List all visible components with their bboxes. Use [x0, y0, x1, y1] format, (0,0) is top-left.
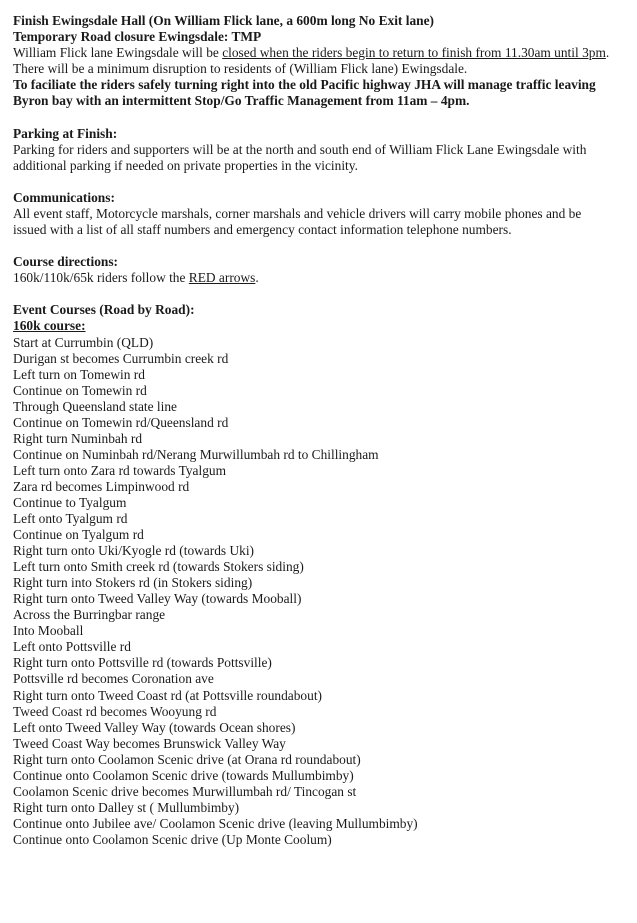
course-step: Left onto Tweed Valley Way (towards Ocean shores)	[13, 719, 296, 735]
parking-section	[13, 126, 635, 174]
course-step: Right turn into Stokers rd (in Stokers siding)	[13, 575, 253, 591]
closure-line-1	[13, 45, 635, 61]
course-step: Tweed Coast Way becomes Brunswick Valley Way	[13, 735, 286, 751]
course-step: Durigan st becomes Currumbin creek rd	[13, 350, 229, 366]
course-step: Pottsville rd becomes Coronation ave	[13, 671, 214, 687]
communications-line-1: All event staff, Motorcycle marshals, corner marshals and vehicle drivers will carry mobile phones and be	[13, 205, 582, 221]
course-step: Continue on Tomewin rd	[13, 382, 147, 398]
course-step: Right turn onto Dalley st ( Mullumbimby)	[13, 799, 240, 815]
spacer	[13, 238, 635, 254]
finish-section	[13, 13, 635, 110]
course-step: Continue on Tyalgum rd	[13, 527, 144, 543]
course-step: Continue onto Coolamon Scenic drive (towards Mullumbimby)	[13, 767, 354, 783]
spacer	[13, 174, 635, 190]
course-step: Right turn onto Uki/Kyogle rd (towards Uki)	[13, 543, 255, 559]
spacer	[13, 286, 635, 302]
course-step: Left turn onto Zara rd towards Tyalgum	[13, 462, 227, 478]
finish-title: Finish Ewingsdale Hall (On William Flick lane, a 600m long No Exit lane)	[13, 13, 434, 28]
course-step: Right turn onto Tweed Coast rd (at Pottsville roundabout)	[13, 687, 322, 703]
traffic-line-2: Byron bay with an intermittent Stop/Go Traffic Management from 11am – 4pm.	[13, 93, 470, 109]
course-step: Right turn onto Pottsville rd (towards Pottsville)	[13, 655, 272, 671]
course-step: Coolamon Scenic drive becomes Murwillumbah rd/ Tincogan st	[13, 783, 357, 799]
parking-line-1: Parking for riders and supporters will be at the north and south end of William Flick Lane Ewingsdale with	[13, 141, 587, 157]
communications-heading: Communications:	[13, 189, 115, 205]
document-page	[13, 13, 635, 848]
course-step: Zara rd becomes Limpinwood rd	[13, 478, 190, 494]
course-step: Continue onto Jubilee ave/ Coolamon Scenic drive (leaving Mullumbimby)	[13, 815, 418, 831]
course-160k-heading: 160k course:	[13, 318, 86, 334]
courses-heading: Event Courses (Road by Road):	[13, 302, 195, 318]
course-step: Right turn Numinbah rd	[13, 430, 143, 446]
spacer	[13, 110, 635, 126]
closure-line-2: There will be a minimum disruption to residents of (William Flick lane) Ewingsdale.	[13, 61, 468, 77]
course-steps-list	[13, 335, 635, 849]
course-step: Across the Burringbar range	[13, 607, 166, 623]
closure-time-underlined: closed when the riders begin to return to finish from 11.30am until 3pm	[222, 45, 606, 61]
course-step: Into Mooball	[13, 623, 84, 639]
course-step: Continue to Tyalgum	[13, 494, 127, 510]
parking-line-2: additional parking if needed on private properties in the vicinity.	[13, 157, 358, 173]
course-step: Right turn onto Tweed Valley Way (towards Mooball)	[13, 591, 302, 607]
communications-line-2: issued with a list of all staff numbers and emergency contact information telephone numbers.	[13, 222, 512, 238]
closure-line-1-end: .	[605, 45, 610, 61]
parking-heading: Parking at Finish:	[13, 125, 118, 141]
directions-heading: Course directions:	[13, 254, 119, 270]
directions-text-start: 160k/110k/65k riders follow the	[13, 270, 189, 286]
directions-text	[13, 270, 635, 286]
course-step: Continue onto Coolamon Scenic drive (Up Monte Coolum)	[13, 831, 332, 847]
course-step: Left turn on Tomewin rd	[13, 366, 145, 382]
course-step: Left onto Tyalgum rd	[13, 511, 128, 527]
communications-section	[13, 190, 635, 238]
course-step: Start at Currumbin (QLD)	[13, 334, 154, 350]
course-step: Right turn onto Coolamon Scenic drive (at Orana rd roundabout)	[13, 751, 361, 767]
red-arrows-text: RED arrows	[188, 270, 256, 286]
directions-text-end: .	[255, 270, 259, 286]
course-step: Continue on Numinbah rd/Nerang Murwillumbah rd to Chillingham	[13, 446, 379, 462]
course-step: Left onto Pottsville rd	[13, 639, 131, 655]
traffic-line-1: To faciliate the riders safely turning right into the old Pacific highway JHA will manage traffic leaving	[13, 77, 596, 93]
course-step: Continue on Tomewin rd/Queensland rd	[13, 414, 229, 430]
courses-section	[13, 302, 635, 848]
closure-title: Temporary Road closure Ewingsdale: TMP	[13, 29, 262, 45]
course-step: Through Queensland state line	[13, 398, 177, 414]
course-step: Tweed Coast rd becomes Wooyung rd	[13, 703, 217, 719]
closure-line-1-start: William Flick lane Ewingsdale will be	[13, 45, 223, 61]
course-step: Left turn onto Smith creek rd (towards Stokers siding)	[13, 559, 304, 575]
directions-section	[13, 254, 635, 286]
